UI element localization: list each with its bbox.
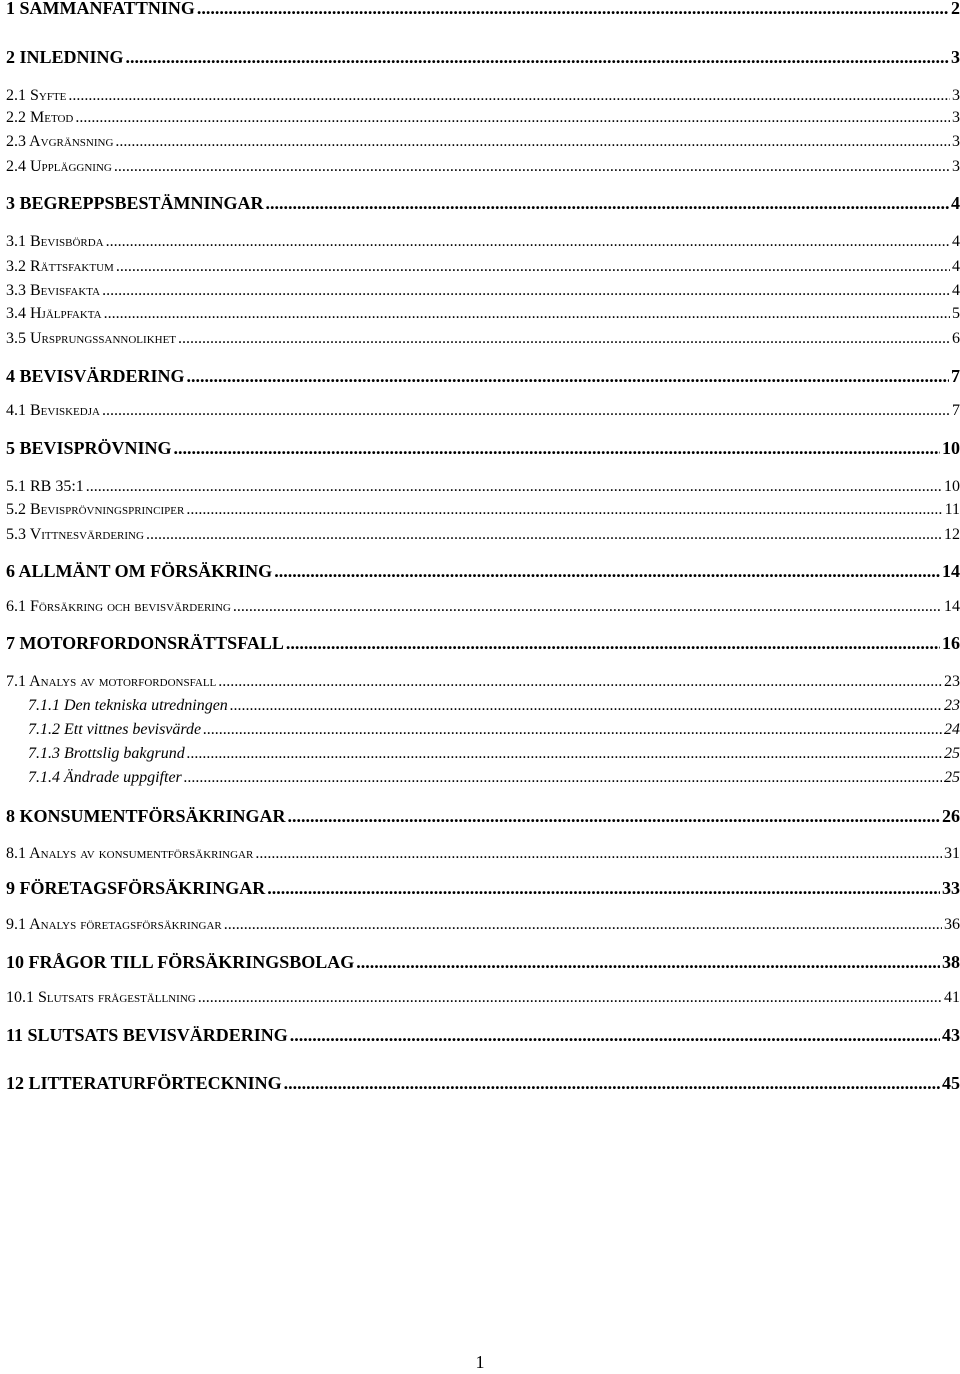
toc-entry[interactable] bbox=[6, 84, 960, 108]
dot-leader bbox=[288, 804, 940, 828]
toc-entry[interactable] bbox=[6, 106, 960, 130]
dot-leader bbox=[184, 766, 942, 790]
toc-entry-label: 3.4 Hjälpfakta bbox=[6, 305, 102, 322]
toc-entry-page: 25 bbox=[944, 745, 960, 762]
toc-entry-page: 24 bbox=[944, 721, 960, 738]
toc-entry-label: 2.2 Metod bbox=[6, 109, 74, 126]
toc-entry-label: 9.1 Analys företagsförsäkringar bbox=[6, 916, 222, 933]
dot-leader bbox=[218, 670, 942, 694]
toc-entry-label: 5.2 Bevisprövningsprinciper bbox=[6, 501, 185, 518]
toc-entry[interactable] bbox=[6, 842, 960, 866]
toc-entry-page: 2 bbox=[951, 0, 960, 18]
toc-entry[interactable] bbox=[6, 523, 960, 547]
toc-entry[interactable] bbox=[6, 475, 960, 499]
toc-entry-page: 7 bbox=[952, 402, 960, 419]
toc-entry-page: 3 bbox=[952, 109, 960, 126]
dot-leader bbox=[286, 631, 940, 655]
toc-entry[interactable] bbox=[6, 45, 960, 69]
toc-entry[interactable] bbox=[6, 670, 960, 694]
toc-entry-page: 4 bbox=[951, 193, 960, 213]
dot-leader bbox=[197, 0, 949, 20]
dot-leader bbox=[255, 842, 942, 866]
toc-entry-page: 41 bbox=[944, 989, 960, 1006]
dot-leader bbox=[146, 523, 942, 547]
toc-entry[interactable] bbox=[6, 0, 960, 20]
toc-entry-label: 3.5 Ursprungssannolikhet bbox=[6, 330, 177, 347]
dot-leader bbox=[126, 45, 949, 69]
toc-entry-label: 1 SAMMANFATTNING bbox=[6, 0, 195, 18]
dot-leader bbox=[86, 475, 942, 499]
dot-leader bbox=[266, 191, 949, 215]
toc-entry[interactable] bbox=[6, 766, 960, 790]
toc-entry[interactable] bbox=[6, 876, 960, 900]
toc-entry[interactable] bbox=[6, 302, 960, 326]
toc-entry-label: 6.1 Försäkring och bevisvärdering bbox=[6, 598, 231, 615]
dot-leader bbox=[290, 1023, 940, 1047]
dot-leader bbox=[233, 595, 942, 619]
toc-entry[interactable] bbox=[6, 1023, 960, 1047]
toc-entry[interactable] bbox=[6, 742, 960, 766]
dot-leader bbox=[203, 718, 942, 742]
dot-leader bbox=[68, 84, 950, 108]
toc-entry-label: 3.2 Rättsfaktum bbox=[6, 258, 114, 275]
toc-entry-page: 5 bbox=[952, 305, 960, 322]
dot-leader bbox=[356, 950, 940, 974]
toc-entry-page: 25 bbox=[944, 769, 960, 786]
toc-entry-label: 7.1.4 Ändrade uppgifter bbox=[28, 769, 182, 786]
dot-leader bbox=[224, 913, 942, 937]
toc-entry-page: 38 bbox=[942, 952, 960, 972]
toc-entry[interactable] bbox=[6, 595, 960, 619]
toc-entry-page: 43 bbox=[942, 1025, 960, 1045]
toc-entry[interactable] bbox=[6, 230, 960, 254]
toc-entry-label: 5.1 RB 35:1 bbox=[6, 478, 84, 495]
toc-entry[interactable] bbox=[6, 130, 960, 154]
toc-entry-label: 2.4 Uppläggning bbox=[6, 158, 112, 175]
toc-entry-label: 7.1.2 Ett vittnes bevisvärde bbox=[28, 721, 202, 738]
toc-entry-page: 31 bbox=[944, 845, 960, 862]
toc-entry-page: 4 bbox=[952, 258, 960, 275]
toc-entry-page: 14 bbox=[942, 561, 960, 581]
toc-entry-page: 12 bbox=[944, 526, 960, 543]
toc-entry-page: 4 bbox=[952, 233, 960, 250]
toc-entry-page: 10 bbox=[942, 438, 960, 458]
dot-leader bbox=[274, 559, 940, 583]
toc-entry-label: 2.3 Avgränsning bbox=[6, 133, 114, 150]
dot-leader bbox=[186, 498, 942, 522]
dot-leader bbox=[104, 302, 950, 326]
toc-entry-page: 10 bbox=[944, 478, 960, 495]
toc-entry-label: 7.1.1 Den tekniska utredningen bbox=[28, 697, 228, 714]
dot-leader bbox=[115, 130, 950, 154]
toc-entry[interactable] bbox=[6, 559, 960, 583]
dot-leader bbox=[284, 1071, 940, 1095]
toc-entry-page: 16 bbox=[942, 633, 960, 653]
toc-entry[interactable] bbox=[6, 631, 960, 655]
toc-entry-page: 14 bbox=[944, 598, 960, 615]
toc-entry-label: 7.1 Analys av motorfordonsfall bbox=[6, 673, 217, 690]
toc-entry[interactable] bbox=[6, 694, 960, 718]
toc-entry-label: 11 SLUTSATS BEVISVÄRDERING bbox=[6, 1025, 288, 1045]
toc-entry[interactable] bbox=[6, 255, 960, 279]
toc-entry[interactable] bbox=[6, 913, 960, 937]
toc-entry-label: 4.1 Beviskedja bbox=[6, 402, 100, 419]
toc-entry[interactable] bbox=[6, 804, 960, 828]
toc-entry[interactable] bbox=[6, 327, 960, 351]
toc-entry-label: 8.1 Analys av konsumentförsäkringar bbox=[6, 845, 254, 862]
toc-entry-page: 26 bbox=[942, 806, 960, 826]
toc-entry-label: 3.1 Bevisbörda bbox=[6, 233, 104, 250]
toc-entry-page: 3 bbox=[951, 47, 960, 67]
toc-entry[interactable] bbox=[6, 986, 960, 1010]
toc-entry-label: 10.1 Slutsats frågeställning bbox=[6, 989, 196, 1006]
toc-entry-page: 23 bbox=[944, 673, 960, 690]
toc-entry-label: 7.1.3 Brottslig bakgrund bbox=[28, 745, 185, 762]
toc-entry-label: 8 KONSUMENTFÖRSÄKRINGAR bbox=[6, 806, 286, 826]
toc-entry[interactable] bbox=[6, 498, 960, 522]
toc-entry[interactable] bbox=[6, 436, 960, 460]
toc-entry[interactable] bbox=[6, 279, 960, 303]
toc-entry-label: 6 ALLMÄNT OM FÖRSÄKRING bbox=[6, 561, 273, 581]
dot-leader bbox=[198, 986, 942, 1010]
dot-leader bbox=[178, 327, 950, 351]
toc-entry-page: 4 bbox=[952, 282, 960, 299]
toc-entry-page: 6 bbox=[952, 330, 960, 347]
toc-entry-page: 3 bbox=[952, 133, 960, 150]
toc-entry[interactable] bbox=[6, 364, 960, 388]
toc-entry-page: 23 bbox=[944, 697, 960, 714]
toc-entry-label: 9 FÖRETAGSFÖRSÄKRINGAR bbox=[6, 878, 266, 898]
dot-leader bbox=[114, 155, 950, 179]
toc-entry-label: 12 LITTERATURFÖRTECKNING bbox=[6, 1073, 282, 1093]
toc-entry-page: 45 bbox=[942, 1073, 960, 1093]
dot-leader bbox=[102, 279, 950, 303]
toc-entry[interactable] bbox=[6, 1071, 960, 1095]
dot-leader bbox=[174, 436, 940, 460]
toc-entry-page: 7 bbox=[951, 366, 960, 386]
page-number: 1 bbox=[475, 1352, 485, 1372]
toc-entry-label: 5 BEVISPRÖVNING bbox=[6, 438, 172, 458]
toc-entry-label: 3.3 Bevisfakta bbox=[6, 282, 101, 299]
dot-leader bbox=[267, 876, 940, 900]
toc-entry-label: 10 FRÅGOR TILL FÖRSÄKRINGSBOLAG bbox=[6, 952, 355, 972]
toc-entry-label: 2 INLEDNING bbox=[6, 47, 124, 67]
dot-leader bbox=[187, 364, 949, 388]
toc-entry-label: 7 MOTORFORDONSRÄTTSFALL bbox=[6, 633, 284, 653]
toc-entry[interactable] bbox=[6, 191, 960, 215]
toc-entry-label: 4 BEVISVÄRDERING bbox=[6, 366, 185, 386]
toc-entry[interactable] bbox=[6, 950, 960, 974]
toc-entry-label: 3 BEGREPPSBESTÄMNINGAR bbox=[6, 193, 264, 213]
toc-entry-page: 33 bbox=[942, 878, 960, 898]
dot-leader bbox=[102, 399, 950, 423]
toc-entry-page: 36 bbox=[944, 916, 960, 933]
toc-entry-page: 3 bbox=[952, 158, 960, 175]
toc-entry[interactable] bbox=[6, 155, 960, 179]
dot-leader bbox=[230, 694, 942, 718]
toc-entry-label: 2.1 Syfte bbox=[6, 87, 67, 104]
dot-leader bbox=[187, 742, 942, 766]
dot-leader bbox=[75, 106, 950, 130]
dot-leader bbox=[116, 255, 950, 279]
toc-entry-page: 11 bbox=[944, 501, 960, 518]
dot-leader bbox=[106, 230, 950, 254]
toc-entry-page: 3 bbox=[952, 87, 960, 104]
toc-entry[interactable] bbox=[6, 718, 960, 742]
toc-entry[interactable] bbox=[6, 399, 960, 423]
toc-entry-label: 5.3 Vittnesvärdering bbox=[6, 526, 144, 543]
